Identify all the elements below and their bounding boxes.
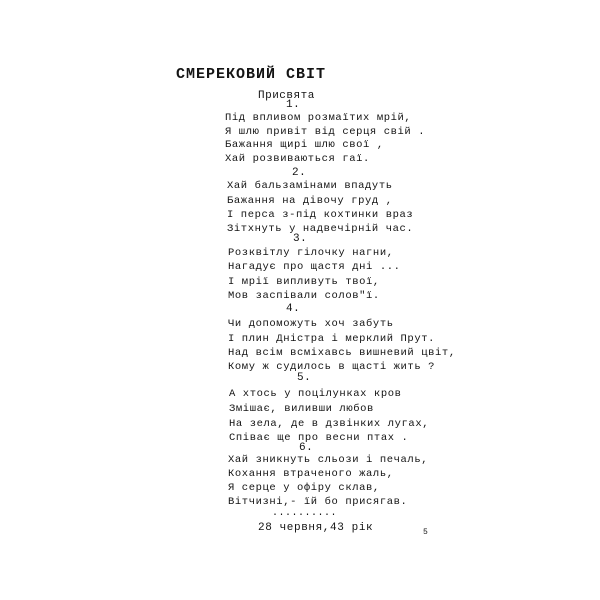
stanza-number: 6.: [299, 442, 314, 454]
poem-line: Змішає, виливши любов: [229, 403, 374, 415]
poem-line: Співає ще про весни птах .: [229, 432, 409, 444]
poem-line: Хай розвиваються гаї.: [225, 153, 370, 165]
poem-line: Над всім всміхавсь вишневий цвіт,: [228, 347, 456, 359]
stanza-number: 3.: [293, 233, 308, 245]
dedication: Присвята: [258, 90, 315, 102]
poem-line: А хтось у поцілунках кров: [229, 388, 402, 400]
poem-line: Мов заспівали солов"ї.: [228, 290, 380, 302]
poem-line: Бажання на дівочу груд ,: [227, 195, 393, 207]
stanza-number: 1.: [286, 99, 301, 111]
poem-line: І плин Дністра і мерклий Прут.: [228, 333, 436, 345]
poem-line: Під впливом розмаїтих мрій,: [225, 112, 412, 124]
poem-line: Я серце у офіру склав,: [228, 482, 380, 494]
stanza-number: 5.: [297, 372, 312, 384]
stanza-number: 2.: [292, 167, 307, 179]
date-line: 28 червня,43 рік: [258, 522, 374, 534]
poem-line: Зітхнуть у надвечірній час.: [227, 223, 414, 235]
poem-line: Розквітлу гілочку нагни,: [228, 247, 394, 259]
separator-dots: ..........: [272, 508, 338, 519]
page-number: 5: [423, 528, 428, 537]
poem-line: Чи допоможуть хоч забуть: [228, 318, 394, 330]
poem-line: Кому ж судилось в щасті жить ?: [228, 361, 436, 373]
poem-line: І мрії випливуть твої,: [228, 276, 380, 288]
poem-line: Бажання щирі шлю свої ,: [225, 139, 384, 151]
poem-line: Вітчизні,- їй бо присягав.: [228, 496, 408, 508]
poem-line: Хай бальзамінами впадуть: [227, 180, 393, 192]
poem-title: СМЕРЕКОВИЙ СВІТ: [176, 66, 327, 83]
stanza-number: 4.: [286, 303, 301, 315]
poem-line: Кохання втраченого жаль,: [228, 468, 394, 480]
poem-line: На зела, де в дзвінких лугах,: [229, 418, 430, 430]
poem-line: І перса з-під кохтинки враз: [227, 209, 414, 221]
poem-line: Хай зникнуть сльози і печаль,: [228, 454, 429, 466]
poem-line: Я шлю привіт від серця свій .: [225, 126, 426, 138]
poem-line: Нагадує про щастя дні ...: [228, 261, 401, 273]
